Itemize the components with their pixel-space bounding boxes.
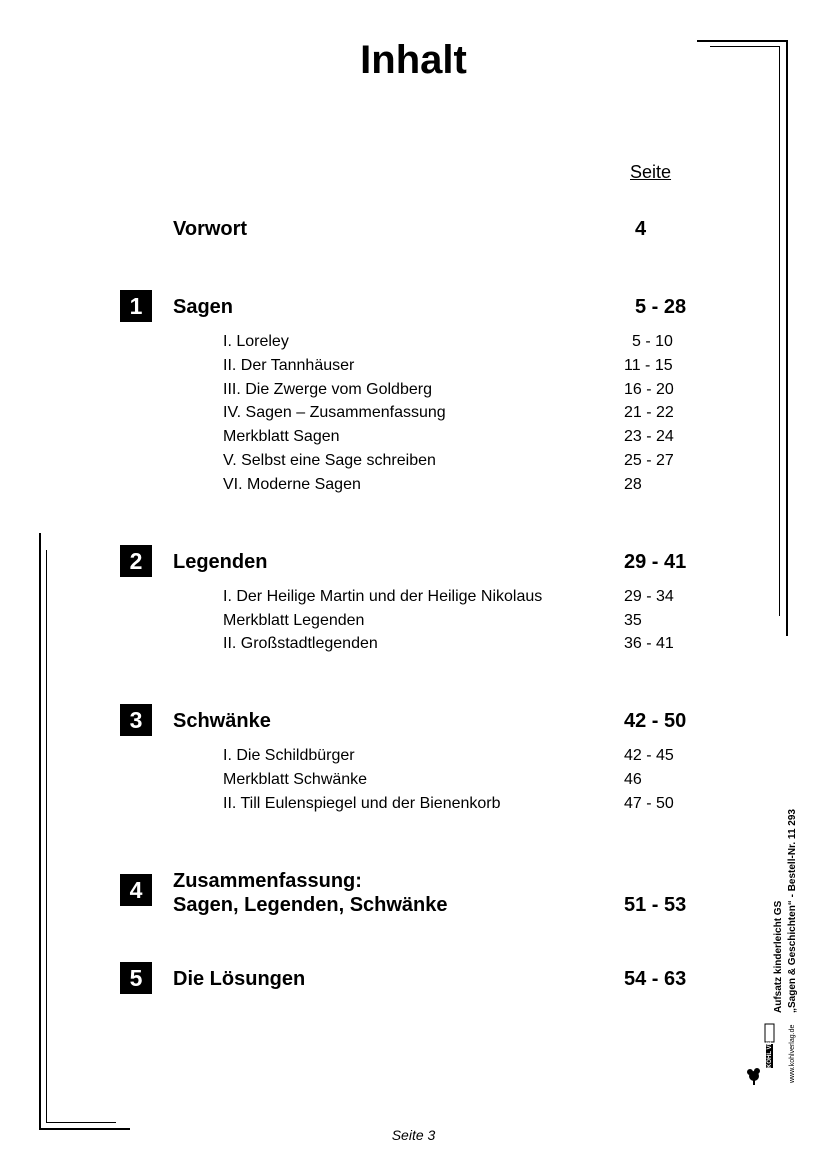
toc-item: V. Selbst eine Sage schreiben: [223, 452, 436, 469]
section-number-badge: 3: [120, 704, 152, 736]
toc-item-pages: 11 - 15: [624, 357, 673, 374]
publisher-logo: [745, 1022, 775, 1086]
section-title-line2: Sagen, Legenden, Schwänke: [173, 894, 448, 916]
toc-item: Merkblatt Schwänke: [223, 771, 368, 788]
frame-bottom-left-horizontal-inner: [46, 1122, 116, 1123]
section-pages: 29 - 41: [624, 551, 687, 573]
section-number-badge: 1: [120, 290, 152, 322]
page-number-footer: Seite 3: [391, 1127, 436, 1143]
page-column-header: Seite: [630, 162, 672, 182]
toc-item-pages: 25 - 27: [624, 452, 674, 469]
toc-item: IV. Sagen – Zusammenfassung: [223, 404, 446, 421]
toc-item-pages: 23 - 24: [624, 428, 674, 445]
sidebar-order-number: „Sagen & Geschichten“ - Bestell-Nr. 11 293: [787, 809, 798, 1013]
toc-item-pages: 47 - 50: [624, 795, 674, 812]
section-number-badge: 4: [120, 874, 152, 906]
toc-item-pages: 16 - 20: [624, 381, 674, 398]
section-title: Die Lösungen: [173, 968, 306, 990]
section-title-line1: Zusammenfassung:: [173, 870, 362, 892]
toc-item-pages: 28: [624, 476, 642, 493]
toc-item-pages: 42 - 45: [624, 747, 674, 764]
toc-item-pages: 5 - 10: [632, 333, 673, 350]
toc-item: VI. Moderne Sagen: [223, 476, 361, 493]
toc-item: II. Großstadtlegenden: [223, 635, 378, 652]
section-pages: 51 - 53: [624, 894, 687, 916]
page-title: Inhalt: [360, 38, 467, 82]
section-pages: 54 - 63: [624, 968, 687, 990]
toc-item: III. Die Zwerge vom Goldberg: [223, 381, 432, 398]
section-title: Legenden: [173, 551, 268, 573]
toc-item-pages: 35: [624, 612, 642, 629]
section-pages: 42 - 50: [624, 710, 687, 732]
publisher-url: www.kohlverlag.de: [789, 1024, 796, 1083]
frame-left-vertical-outer: [39, 533, 41, 1130]
toc-item: Merkblatt Legenden: [223, 612, 365, 629]
toc-item-pages: 36 - 41: [624, 635, 674, 652]
frame-right-vertical-inner: [779, 46, 780, 616]
toc-item: I. Die Schildbürger: [223, 747, 355, 764]
section-number-badge: 5: [120, 962, 152, 994]
section-title: Sagen: [173, 296, 234, 318]
publisher-name: KOHL VERLAG: [767, 1024, 773, 1068]
section-pages: 5 - 28: [635, 296, 687, 318]
toc-item-pages: 29 - 34: [624, 588, 674, 605]
section-title: Schwänke: [173, 710, 271, 732]
toc-item-pages: 46: [624, 771, 642, 788]
toc-item: II. Der Tannhäuser: [223, 357, 355, 374]
toc-item: I. Der Heilige Martin und der Heilige Nikolaus: [223, 588, 543, 605]
preface-pages: 4: [635, 218, 647, 240]
frame-left-vertical-inner: [46, 550, 47, 1123]
toc-item-pages: 21 - 22: [624, 404, 674, 421]
toc-item: I. Loreley: [223, 333, 289, 350]
section-number-badge: 2: [120, 545, 152, 577]
frame-right-vertical-outer: [786, 40, 788, 636]
preface-title: Vorwort: [173, 218, 248, 240]
toc-item: Merkblatt Sagen: [223, 428, 340, 445]
sidebar-product-title: Aufsatz kinderleicht GS: [773, 900, 784, 1013]
toc-item: II. Till Eulenspiegel und der Bienenkorb: [223, 795, 501, 812]
